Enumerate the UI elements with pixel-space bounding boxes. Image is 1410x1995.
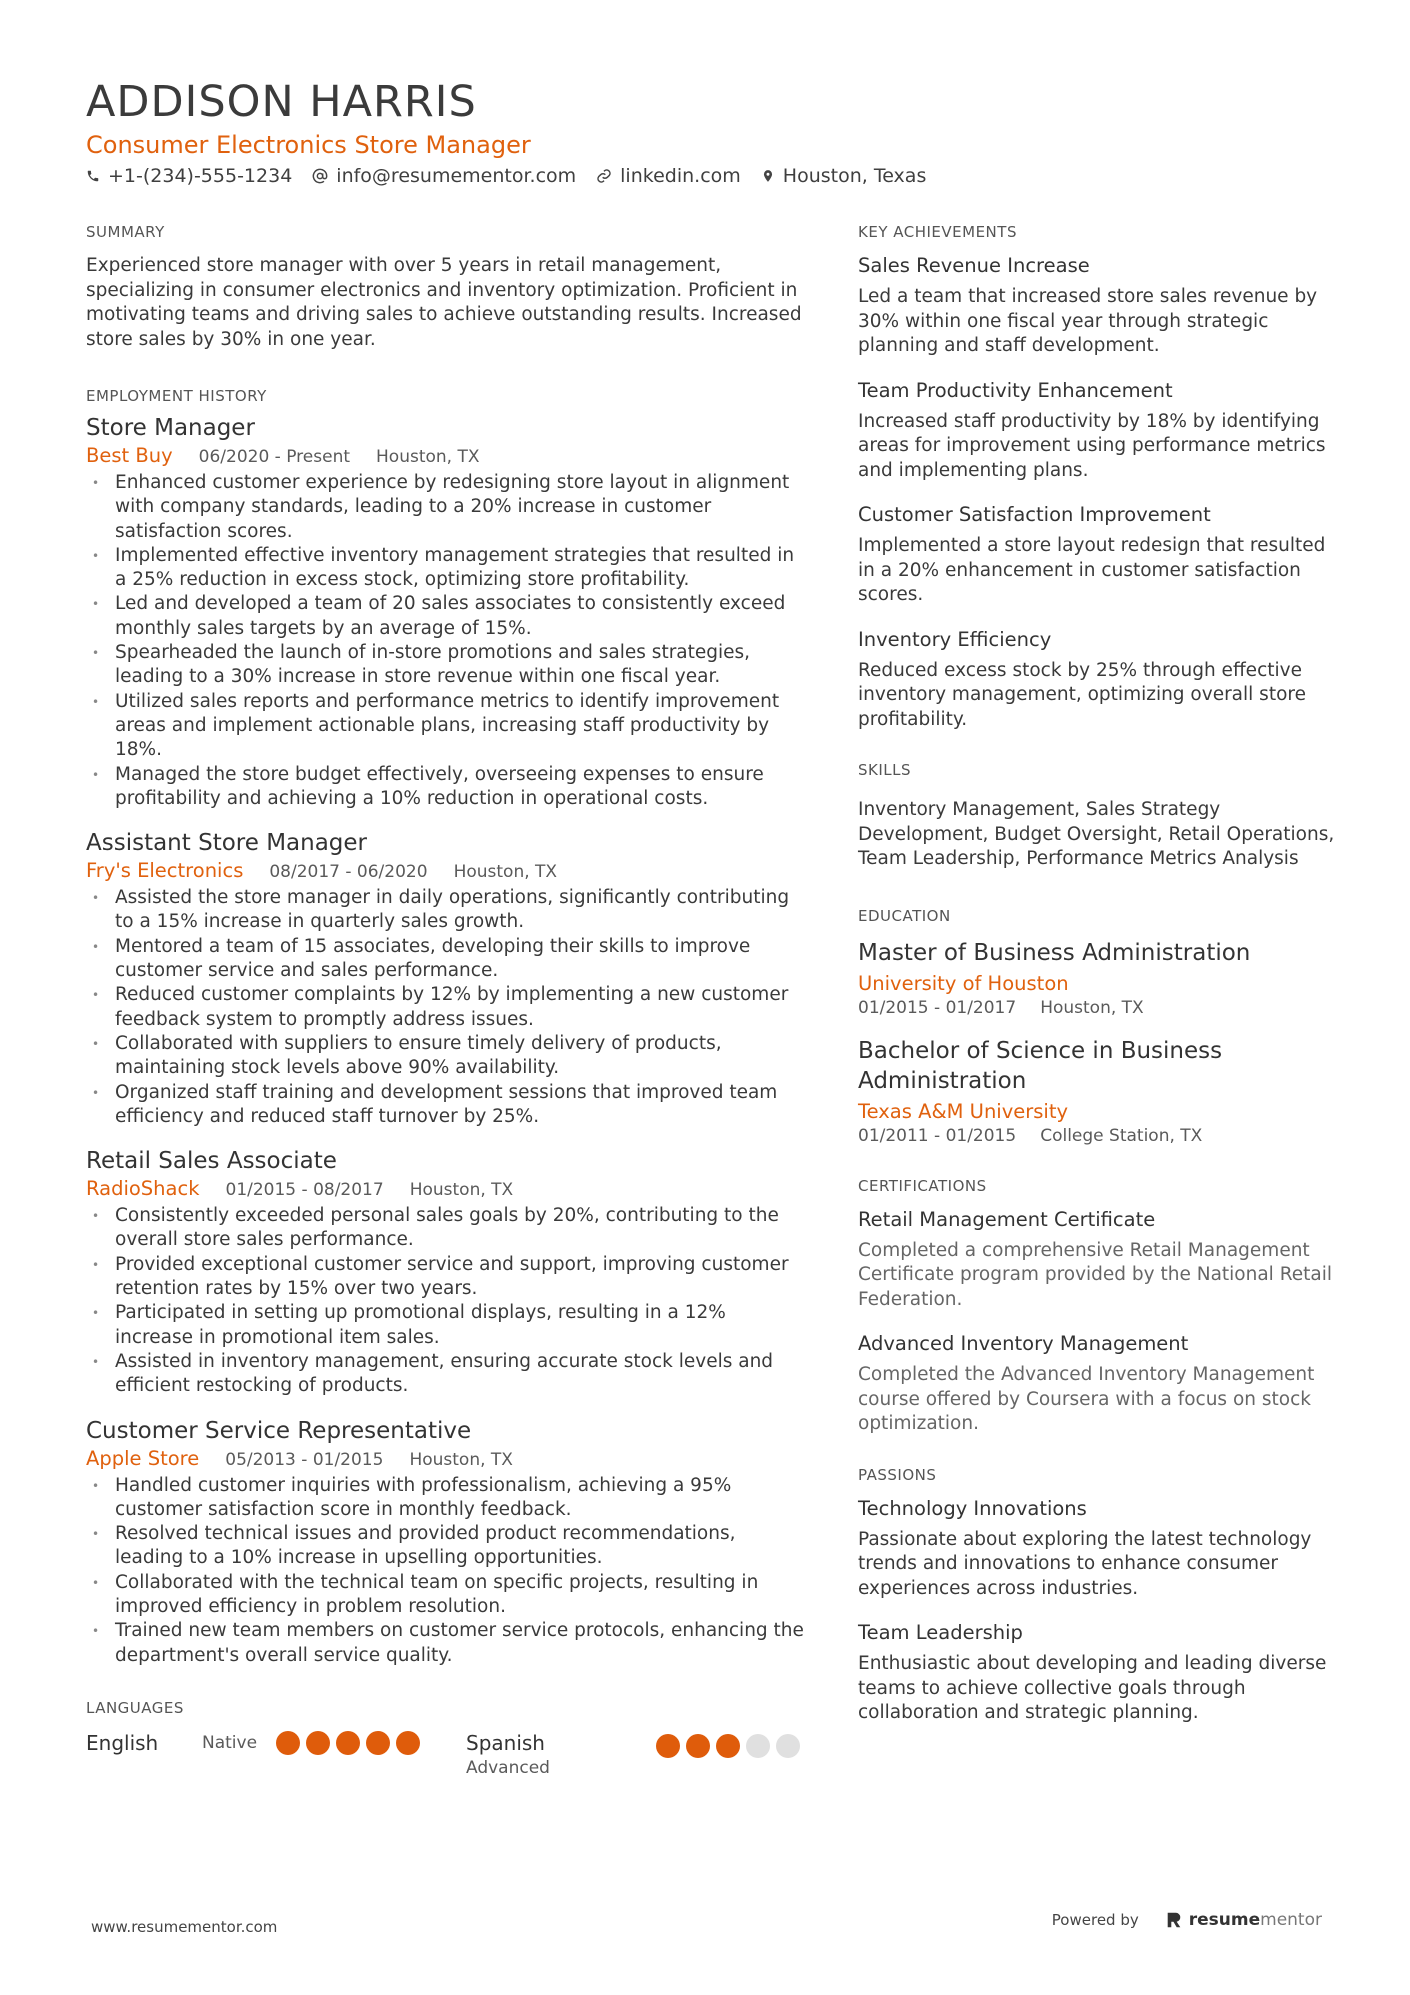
brand-bold: resume [1188, 1910, 1261, 1930]
phone-icon [86, 169, 100, 183]
job-bullet: • Organized staff training and development sessions that improved team efficiency and reduced staff turnover by 25%. [86, 1081, 806, 1130]
candidate-name: ADDISON HARRIS [86, 77, 477, 127]
achievement-title: Inventory Efficiency [858, 627, 1052, 651]
job-bullet: • Trained new team members on customer service protocols, enhancing the department's overall service quality. [86, 1619, 806, 1668]
passion-item [858, 1621, 1338, 1726]
language-item [466, 1730, 806, 1780]
achievement-text: Increased staff productivity by 18% by identifying areas for improvement using performance metrics and implementing plans. [858, 410, 1326, 481]
rating-dot-filled [336, 1731, 360, 1755]
link-icon [596, 168, 612, 184]
job-company: RadioShack [86, 1177, 200, 1201]
language-rating [276, 1730, 426, 1756]
summary-section [86, 222, 806, 352]
rating-dot-filled [686, 1734, 710, 1758]
job-bullets [86, 1204, 806, 1398]
achievement-title: Customer Satisfaction Improvement [858, 503, 1211, 526]
degree-title: Bachelor of Science in Business Administration [858, 1037, 1223, 1094]
left-column [86, 222, 806, 1814]
language-name: English [86, 1730, 159, 1755]
achievement-item [858, 503, 1338, 608]
education-location: Houston, TX [1040, 997, 1144, 1018]
passion-title: Team Leadership [858, 1621, 1023, 1644]
certification-text: Completed a comprehensive Retail Management Certificate program provided by the National Retail Federation. [858, 1239, 1332, 1310]
job-bullet: • Collaborated with suppliers to ensure timely delivery of products, maintaining stock levels above 90% availability. [86, 1032, 806, 1081]
job-bullet: • Resolved technical issues and provided product recommendations, leading to a 10% increase in upselling opportunities. [86, 1522, 806, 1571]
achievement-item [858, 628, 1338, 733]
job-dates: 06/2020 - Present [198, 447, 351, 467]
achievement-text: Led a team that increased store sales revenue by 30% within one fiscal year through strategic planning and staff development. [858, 286, 1318, 356]
school-name: Texas A&M University [858, 1099, 1069, 1123]
skills-section [858, 760, 1338, 872]
certification-title: Advanced Inventory Management [858, 1332, 1189, 1355]
certification-item [858, 1332, 1338, 1437]
job-bullet: • Spearheaded the launch of in-store promotions and sales strategies, leading to a 30% increase in store revenue within one fiscal year. [86, 641, 806, 690]
education-item [858, 1036, 1338, 1146]
job-company: Apple Store [86, 1446, 200, 1470]
education-dates: 01/2011 - 01/2015 [858, 1125, 1017, 1146]
job-entry [86, 829, 806, 1129]
job-bullet: • Participated in setting up promotional displays, resulting in a 12% increase in promotional item sales. [86, 1301, 806, 1350]
job-meta [86, 444, 806, 467]
language-rating [656, 1733, 806, 1759]
employment-section [86, 386, 806, 1668]
education-section [858, 906, 1338, 1146]
summary-text: Experienced store manager with over 5 years in retail management, specializing in consumer electronics and inventory optimization. Proficient in motivating teams and driving sales to achieve outstanding results. Increased store sales by 30% in one year. [86, 255, 802, 350]
employment-heading: EMPLOYMENT HISTORY [86, 387, 267, 405]
job-dates: 08/2017 - 06/2020 [269, 862, 428, 883]
footer-website[interactable]: www.resumementor.com [91, 1918, 278, 1936]
passion-title: Technology Innovations [858, 1496, 1087, 1520]
education-dates: 01/2015 - 01/2017 [858, 997, 1017, 1018]
rating-dot-filled [366, 1731, 390, 1755]
location-text: Houston, Texas [782, 165, 927, 187]
education-item [858, 938, 1338, 1018]
rating-dot-filled [716, 1734, 740, 1758]
passion-item [858, 1497, 1338, 1602]
skills-text: Inventory Management, Sales Strategy Development, Budget Oversight, Retail Operations, Team Leadership, Performance Metrics Analysis [858, 799, 1335, 869]
summary-heading: SUMMARY [86, 223, 165, 241]
job-location: Houston, TX [376, 447, 480, 467]
contact-bar [86, 165, 1326, 187]
achievement-text: Implemented a store layout redesign that resulted in a 20% enhancement in customer satisfaction scores. [858, 535, 1326, 605]
linkedin-text: linkedin.com [620, 165, 741, 187]
job-bullet: • Implemented effective inventory management strategies that resulted in a 25% reduction in excess stock, optimizing store profitability. [86, 544, 806, 593]
job-bullet: • Provided exceptional customer service and support, improving customer retention rates by 15% over two years. [86, 1253, 806, 1302]
job-company: Best Buy [86, 444, 173, 467]
rating-dot-filled [396, 1731, 420, 1755]
job-meta [86, 859, 806, 882]
job-bullet: • Mentored a team of 15 associates, developing their skills to improve customer service and sales performance. [86, 935, 806, 984]
job-entry [86, 1417, 806, 1668]
education-heading: EDUCATION [858, 906, 951, 925]
certifications-heading: CERTIFICATIONS [858, 1176, 987, 1195]
job-entry [86, 414, 806, 811]
rating-dot-filled [306, 1731, 330, 1755]
job-bullet: • Collaborated with the technical team on specific projects, resulting in improved efficiency in problem resolution. [86, 1571, 806, 1620]
achievements-section [858, 222, 1338, 732]
contact-location [761, 165, 927, 187]
job-role: Store Manager [86, 415, 255, 441]
job-entry [86, 1147, 806, 1398]
achievement-item [858, 254, 1338, 359]
language-level: Advanced [466, 1757, 550, 1778]
job-bullet: • Handled customer inquiries with professionalism, achieving a 95% customer satisfaction score in monthly feedback. [86, 1474, 806, 1523]
job-bullets [86, 1474, 806, 1668]
job-bullet: • Reduced customer complaints by 12% by implementing a new customer feedback system to promptly address issues. [86, 983, 806, 1032]
skills-heading: SKILLS [858, 761, 912, 779]
job-bullet: • Consistently exceeded personal sales goals by 20%, contributing to the overall store sales performance. [86, 1204, 806, 1253]
achievement-item [858, 379, 1338, 484]
contact-phone[interactable] [86, 165, 292, 187]
job-bullet: • Assisted in inventory management, ensuring accurate stock levels and efficient restocking of products. [86, 1350, 806, 1399]
powered-by-label: Powered by [1051, 1911, 1139, 1929]
languages-section [86, 1698, 806, 1780]
achievement-text: Reduced excess stock by 25% through effective inventory management, optimizing overall store profitability. [858, 659, 1306, 730]
certification-item [858, 1208, 1338, 1313]
contact-email[interactable] [312, 165, 576, 187]
brand-logo [1165, 1910, 1322, 1930]
education-meta [858, 1126, 1338, 1146]
languages-list [86, 1730, 806, 1780]
job-bullet: • Assisted the store manager in daily operations, significantly contributing to a 15% increase in quarterly sales growth. [86, 886, 806, 935]
contact-linkedin[interactable] [596, 165, 741, 187]
job-role: Retail Sales Associate [86, 1148, 337, 1175]
right-column [858, 222, 1338, 1760]
rating-dot-empty [776, 1734, 800, 1758]
job-bullet: • Utilized sales reports and performance metrics to identify improvement areas and implement actionable plans, increasing staff productivity by 18%. [86, 690, 806, 763]
job-dates: 01/2015 - 08/2017 [225, 1180, 384, 1201]
passion-text: Enthusiastic about developing and leading diverse teams to achieve collective goals through collaboration and strategic planning. [858, 1653, 1327, 1723]
achievement-title: Team Productivity Enhancement [858, 378, 1173, 402]
rating-dot-filled [656, 1734, 680, 1758]
school-name: University of Houston [858, 971, 1069, 995]
passions-section [858, 1465, 1338, 1726]
passions-heading: PASSIONS [858, 1465, 937, 1484]
languages-heading: LANGUAGES [86, 1698, 184, 1717]
achievements-heading: KEY ACHIEVEMENTS [858, 223, 1017, 241]
language-level: Native [202, 1732, 258, 1753]
job-location: Houston, TX [409, 1180, 514, 1201]
job-role: Assistant Store Manager [86, 830, 368, 857]
resumementor-logo-icon [1165, 1911, 1183, 1929]
at-icon [312, 168, 328, 184]
brand-light: mentor [1260, 1910, 1322, 1930]
job-bullet: • Enhanced customer experience by redesigning store layout in alignment with company standards, leading to a 20% increase in customer satisfaction scores. [86, 471, 806, 544]
job-company: Fry's Electronics [86, 859, 244, 883]
location-pin-icon [761, 168, 775, 184]
job-meta [86, 1177, 806, 1200]
language-name-stack [466, 1730, 656, 1780]
rating-dot-filled [276, 1731, 300, 1755]
job-bullet: • Managed the store budget effectively, overseeing expenses to ensure profitability and achieving a 10% reduction in operational costs. [86, 763, 806, 812]
language-item [86, 1730, 426, 1780]
job-role: Customer Service Representative [86, 1417, 472, 1444]
job-dates: 05/2013 - 01/2015 [225, 1449, 384, 1470]
job-meta [86, 1447, 806, 1470]
job-bullet: • Led and developed a team of 20 sales associates to consistently exceed monthly sales targets by an average of 15%. [86, 592, 806, 641]
certifications-section [858, 1176, 1338, 1437]
footer-brand[interactable] [1052, 1910, 1322, 1930]
achievement-title: Sales Revenue Increase [858, 254, 1090, 277]
passion-text: Passionate about exploring the latest technology trends and innovations to enhance consumer experiences across industries. [858, 1528, 1312, 1599]
education-location: College Station, TX [1040, 1125, 1203, 1146]
certification-title: Retail Management Certificate [858, 1207, 1156, 1231]
email-text: info@resumementor.com [336, 165, 577, 187]
candidate-title: Consumer Electronics Store Manager [86, 131, 531, 159]
job-bullets [86, 471, 806, 811]
job-bullets [86, 886, 806, 1129]
certification-text: Completed the Advanced Inventory Management course offered by Coursera with a focus on stock optimization. [858, 1364, 1315, 1434]
rating-dot-empty [746, 1734, 770, 1758]
job-location: Houston, TX [453, 862, 558, 883]
phone-text: +1-(234)-555-1234 [108, 165, 293, 187]
job-location: Houston, TX [409, 1449, 513, 1470]
resume-header [86, 78, 1326, 187]
education-meta [858, 998, 1338, 1018]
degree-title: Master of Business Administration [858, 939, 1251, 966]
language-name: Spanish [466, 1730, 545, 1755]
